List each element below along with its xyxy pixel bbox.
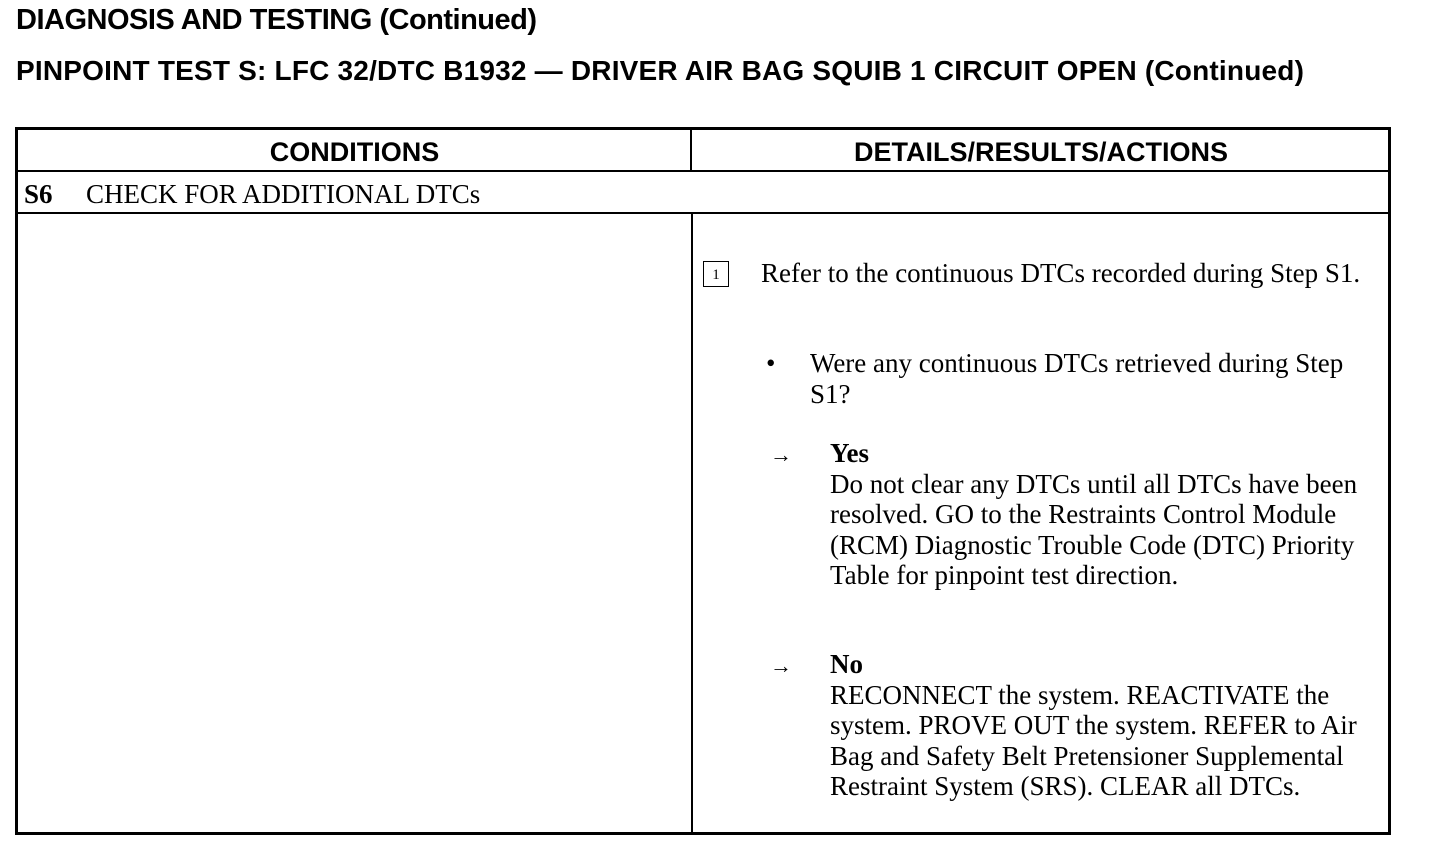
- no-branch: [830, 649, 1385, 802]
- conditions-cell: [18, 214, 691, 832]
- yes-branch: [830, 438, 1385, 591]
- action-text: Refer to the continuous DTCs recorded during Step S1.: [761, 258, 1361, 288]
- details-header: DETAILS/RESULTS/ACTIONS: [853, 137, 1228, 167]
- page-title: DIAGNOSIS AND TESTING (Continued): [16, 4, 537, 36]
- arrow-right-icon: →: [770, 442, 792, 467]
- yes-label: Yes: [830, 438, 869, 468]
- conditions-header: CONDITIONS: [269, 137, 440, 167]
- table-header-row: [18, 130, 1388, 172]
- question-text: Were any continuous DTCs retrieved during Step S1?: [810, 348, 1344, 409]
- no-text: RECONNECT the system. REACTIVATE the system. PROVE OUT the system. REFER to Air Bag and Safety Belt Pretensioner Supplemental Restraint System (SRS). CLEAR all DTCs.: [830, 679, 1357, 801]
- details-cell: [693, 214, 1388, 832]
- diagnostic-table: [15, 127, 1391, 835]
- step-number: S6: [24, 179, 53, 209]
- pinpoint-test-title: PINPOINT TEST S: LFC 32/DTC B1932 — DRIVER AIR BAG SQUIB 1 CIRCUIT OPEN (Continued): [16, 55, 1305, 86]
- column-divider: [690, 130, 692, 170]
- yes-text: Do not clear any DTCs until all DTCs have been resolved. GO to the Restraints Control Module (RCM) Diagnostic Trouble Code (DTC) Priority Table for pinpoint test direction.: [830, 468, 1358, 590]
- step-row: [18, 172, 1388, 214]
- step-label: CHECK FOR ADDITIONAL DTCs: [86, 179, 481, 209]
- bullet-icon: •: [766, 348, 776, 378]
- no-label: No: [830, 649, 863, 679]
- action-number-box: 1: [703, 261, 729, 287]
- arrow-right-icon: →: [770, 653, 792, 678]
